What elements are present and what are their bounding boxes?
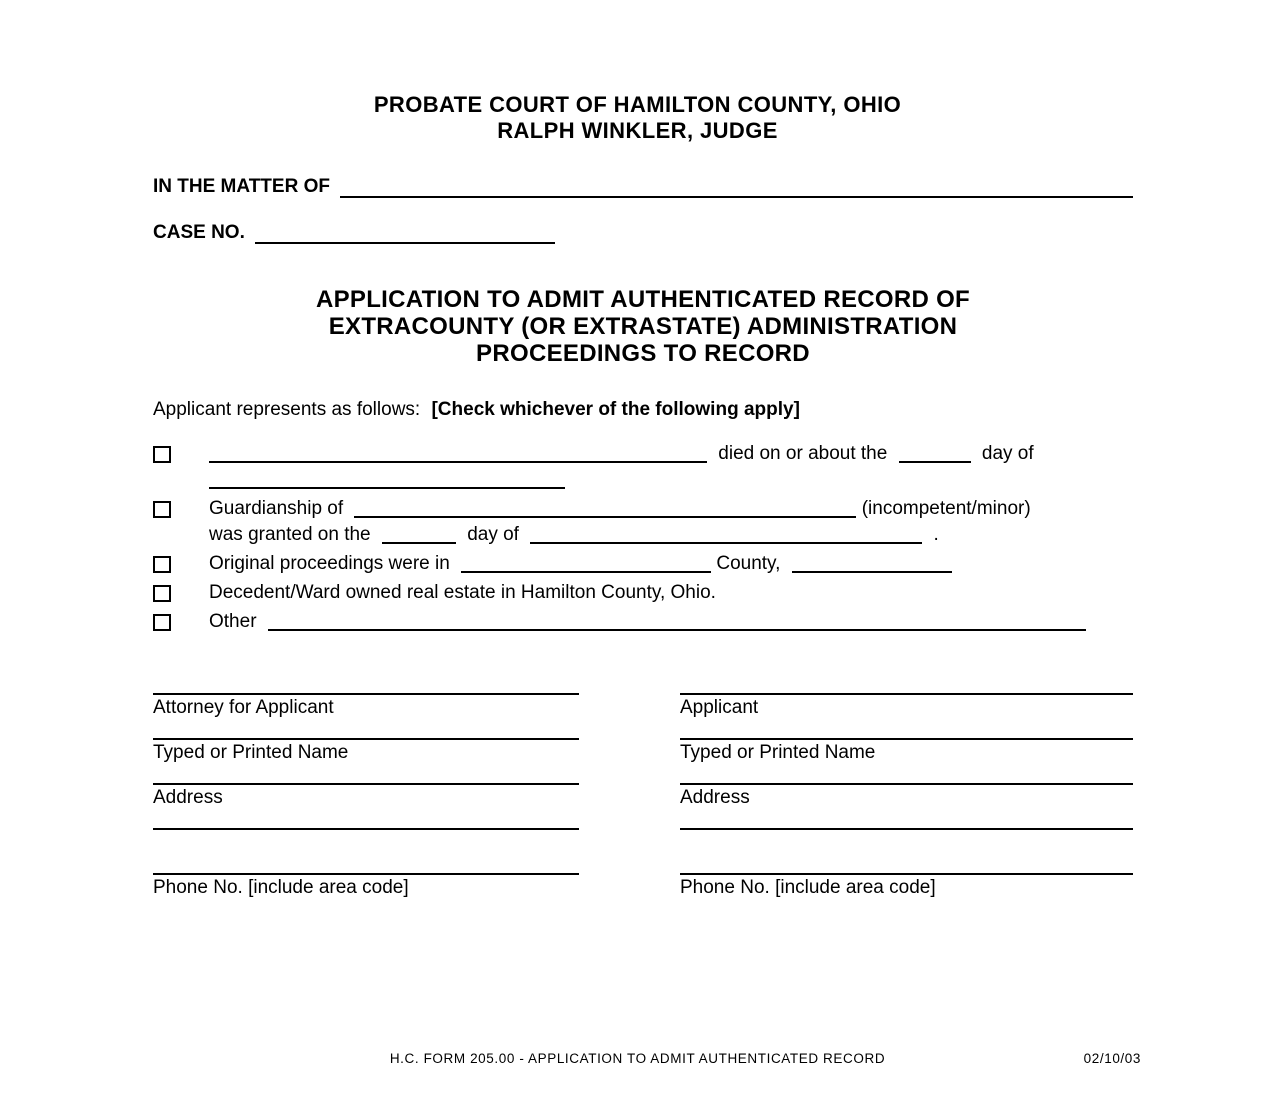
other-blank[interactable]: [268, 625, 1086, 631]
attorney-name-label: Typed or Printed Name: [153, 742, 349, 763]
death-day-of-text: day of: [981, 443, 1034, 464]
judge-name: RALPH WINKLER, JUDGE: [497, 118, 778, 143]
check-item-real-estate: [153, 580, 1133, 606]
applicant-role-label: Applicant: [680, 697, 759, 718]
attorney-address-entry: [153, 783, 579, 828]
applicant-name-entry: [680, 738, 1133, 783]
applicant-address2-entry: [680, 828, 1133, 873]
form-title-line3: PROCEEDINGS TO RECORD: [476, 340, 810, 367]
in-the-matter-of-row: [153, 176, 1133, 198]
checkbox-real-estate[interactable]: [153, 585, 171, 602]
attorney-phone-entry: [153, 873, 579, 918]
check-item-real-estate-body: [209, 580, 716, 606]
death-line2: [209, 467, 1034, 493]
court-name: PROBATE COURT OF HAMILTON COUNTY, OHIO: [373, 92, 902, 117]
death-day-blank[interactable]: [899, 457, 971, 463]
intro-bold-text: [Check whichever of the following apply]: [431, 399, 800, 420]
original-county-blank[interactable]: [461, 567, 711, 573]
guardianship-day-blank[interactable]: [382, 538, 456, 544]
attorney-signature-entry: [153, 693, 579, 738]
guardianship-line2: [209, 522, 1031, 548]
guardianship-month-year-blank[interactable]: [530, 538, 922, 544]
attorney-address2-entry: [153, 828, 579, 873]
death-month-year-blank[interactable]: [209, 483, 565, 489]
form-title-line2: EXTRACOUNTY (OR EXTRASTATE) ADMINISTRATION: [328, 313, 958, 340]
checkbox-list: [153, 441, 1133, 635]
case-no-label: CASE NO.: [153, 222, 245, 243]
attorney-address2-line[interactable]: [153, 828, 579, 830]
other-lead-text: Other: [209, 611, 257, 632]
decedent-name-blank[interactable]: [209, 457, 707, 463]
checkbox-death[interactable]: [153, 446, 171, 463]
intro-line: [153, 399, 1133, 421]
guardianship-period-text: .: [933, 524, 939, 545]
death-line1: [209, 441, 1034, 467]
death-text: died on or about the: [718, 443, 888, 464]
court-header: [0, 0, 1275, 144]
applicant-address-entry: [680, 783, 1133, 828]
original-state-blank[interactable]: [792, 567, 952, 573]
check-item-guardianship-body: [209, 496, 1031, 548]
form-content: [153, 176, 1133, 918]
check-item-original-proceedings: [153, 551, 1133, 577]
applicant-address2-line[interactable]: [680, 828, 1133, 830]
check-item-other-body: [209, 609, 1092, 635]
in-the-matter-of-label: IN THE MATTER OF: [153, 176, 330, 197]
page-footer: [0, 1051, 1275, 1066]
attorney-address-label: Address: [153, 787, 223, 808]
check-item-other: [153, 609, 1133, 635]
real-estate-text: Decedent/Ward owned real estate in Hamilton County, Ohio.: [209, 582, 716, 603]
applicant-signature-entry: [680, 693, 1133, 738]
in-the-matter-of-blank[interactable]: [340, 196, 1133, 198]
checkbox-original-proceedings[interactable]: [153, 556, 171, 573]
check-item-death: [153, 441, 1133, 493]
case-no-row: [153, 222, 1133, 244]
applicant-phone-label: Phone No. [include area code]: [680, 877, 936, 898]
check-item-guardianship: [153, 496, 1133, 548]
check-item-death-body: [209, 441, 1034, 493]
attorney-name-entry: [153, 738, 579, 783]
attorney-signature-block: [153, 693, 579, 918]
original-county-text: County,: [716, 553, 781, 574]
form-title-line1: APPLICATION TO ADMIT AUTHENTICATED RECORD OF: [315, 286, 971, 313]
intro-plain-text: Applicant represents as follows:: [153, 399, 421, 420]
guardianship-paren-text: (incompetent/minor): [861, 498, 1031, 519]
form-title: [153, 286, 1133, 367]
guardianship-day-of-text: day of: [467, 524, 519, 545]
signature-section: [153, 693, 1133, 918]
attorney-role-label: Attorney for Applicant: [153, 697, 334, 718]
applicant-address-label: Address: [680, 787, 750, 808]
case-no-blank[interactable]: [255, 242, 555, 244]
guardianship-ward-blank[interactable]: [354, 512, 856, 518]
guardianship-lead-text: Guardianship of: [209, 498, 344, 519]
applicant-phone-entry: [680, 873, 1133, 918]
guardianship-line1: [209, 496, 1031, 522]
check-item-original-proceedings-body: [209, 551, 958, 577]
original-lead-text: Original proceedings were in: [209, 553, 450, 574]
checkbox-guardianship[interactable]: [153, 501, 171, 518]
guardianship-granted-text: was granted on the: [209, 524, 371, 545]
footer-date-text: 02/10/03: [1083, 1051, 1141, 1066]
checkbox-other[interactable]: [153, 614, 171, 631]
form-number-text: H.C. FORM 205.00 - APPLICATION TO ADMIT AUTHENTICATED RECORD: [389, 1051, 886, 1066]
applicant-name-label: Typed or Printed Name: [680, 742, 876, 763]
applicant-signature-block: [680, 693, 1133, 918]
attorney-phone-label: Phone No. [include area code]: [153, 877, 409, 898]
